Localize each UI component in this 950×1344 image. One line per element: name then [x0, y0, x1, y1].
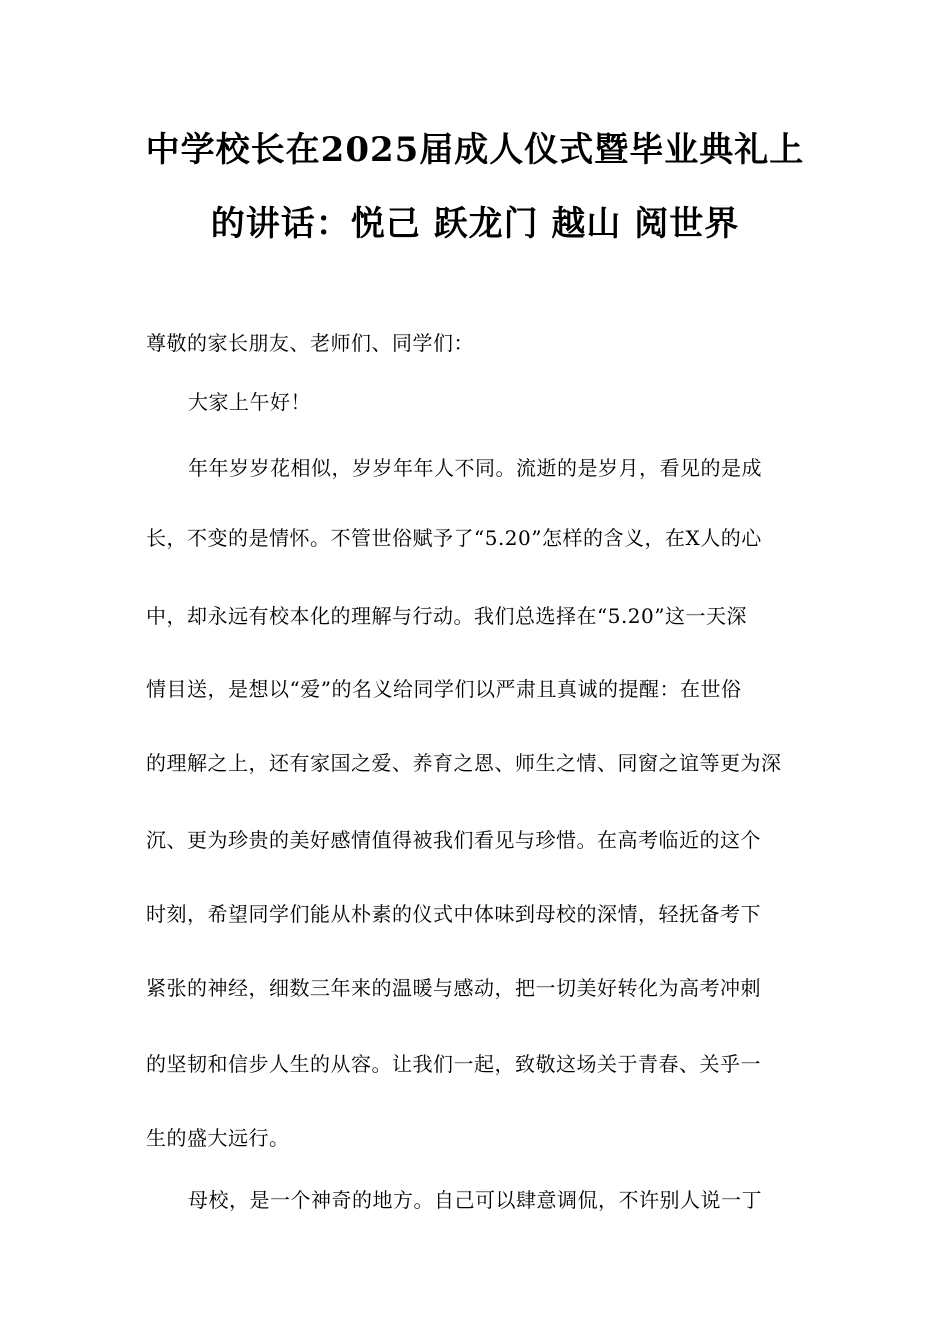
- paragraph-line: 情目送，是想以“爱”的名义给同学们以严肃且真诚的提醒：在世俗: [146, 677, 742, 701]
- title-line-1: 中学校长在2025届成人仪式暨毕业典礼上: [145, 130, 805, 170]
- paragraph-line: 母校，是一个神奇的地方。自己可以肆意调侃，不许别人说一丁: [188, 1188, 762, 1212]
- paragraph-line: 长，不变的是情怀。不管世俗赋予了“5.20”怎样的含义，在X人的心: [146, 526, 762, 550]
- title-line-2: 的讲话：悦己 跃龙门 越山 阅世界: [210, 204, 740, 244]
- paragraph-line: 中，却永远有校本化的理解与行动。我们总选择在“5.20”这一天深: [146, 604, 747, 628]
- paragraph-line: 生的盛大远行。: [146, 1126, 290, 1150]
- paragraph-line: 的理解之上，还有家国之爱、养育之恩、师生之情、同窗之谊等更为深: [146, 751, 782, 775]
- paragraph-line: 时刻，希望同学们能从朴素的仪式中体味到母校的深情，轻抚备考下: [146, 902, 761, 926]
- greeting: 大家上午好！: [188, 390, 311, 414]
- paragraph-line: 沉、更为珍贵的美好感情值得被我们看见与珍惜。在高考临近的这个: [146, 828, 761, 852]
- salutation: 尊敬的家长朋友、老师们、同学们：: [146, 331, 474, 355]
- paragraph-line: 年年岁岁花相似，岁岁年年人不同。流逝的是岁月，看见的是成: [188, 456, 762, 480]
- paragraph-line: 的坚韧和信步人生的从容。让我们一起，致敬这场关于青春、关乎一: [146, 1052, 761, 1076]
- paragraph-line: 紧张的神经，细数三年来的温暖与感动，把一切美好转化为高考冲刺: [146, 976, 761, 1000]
